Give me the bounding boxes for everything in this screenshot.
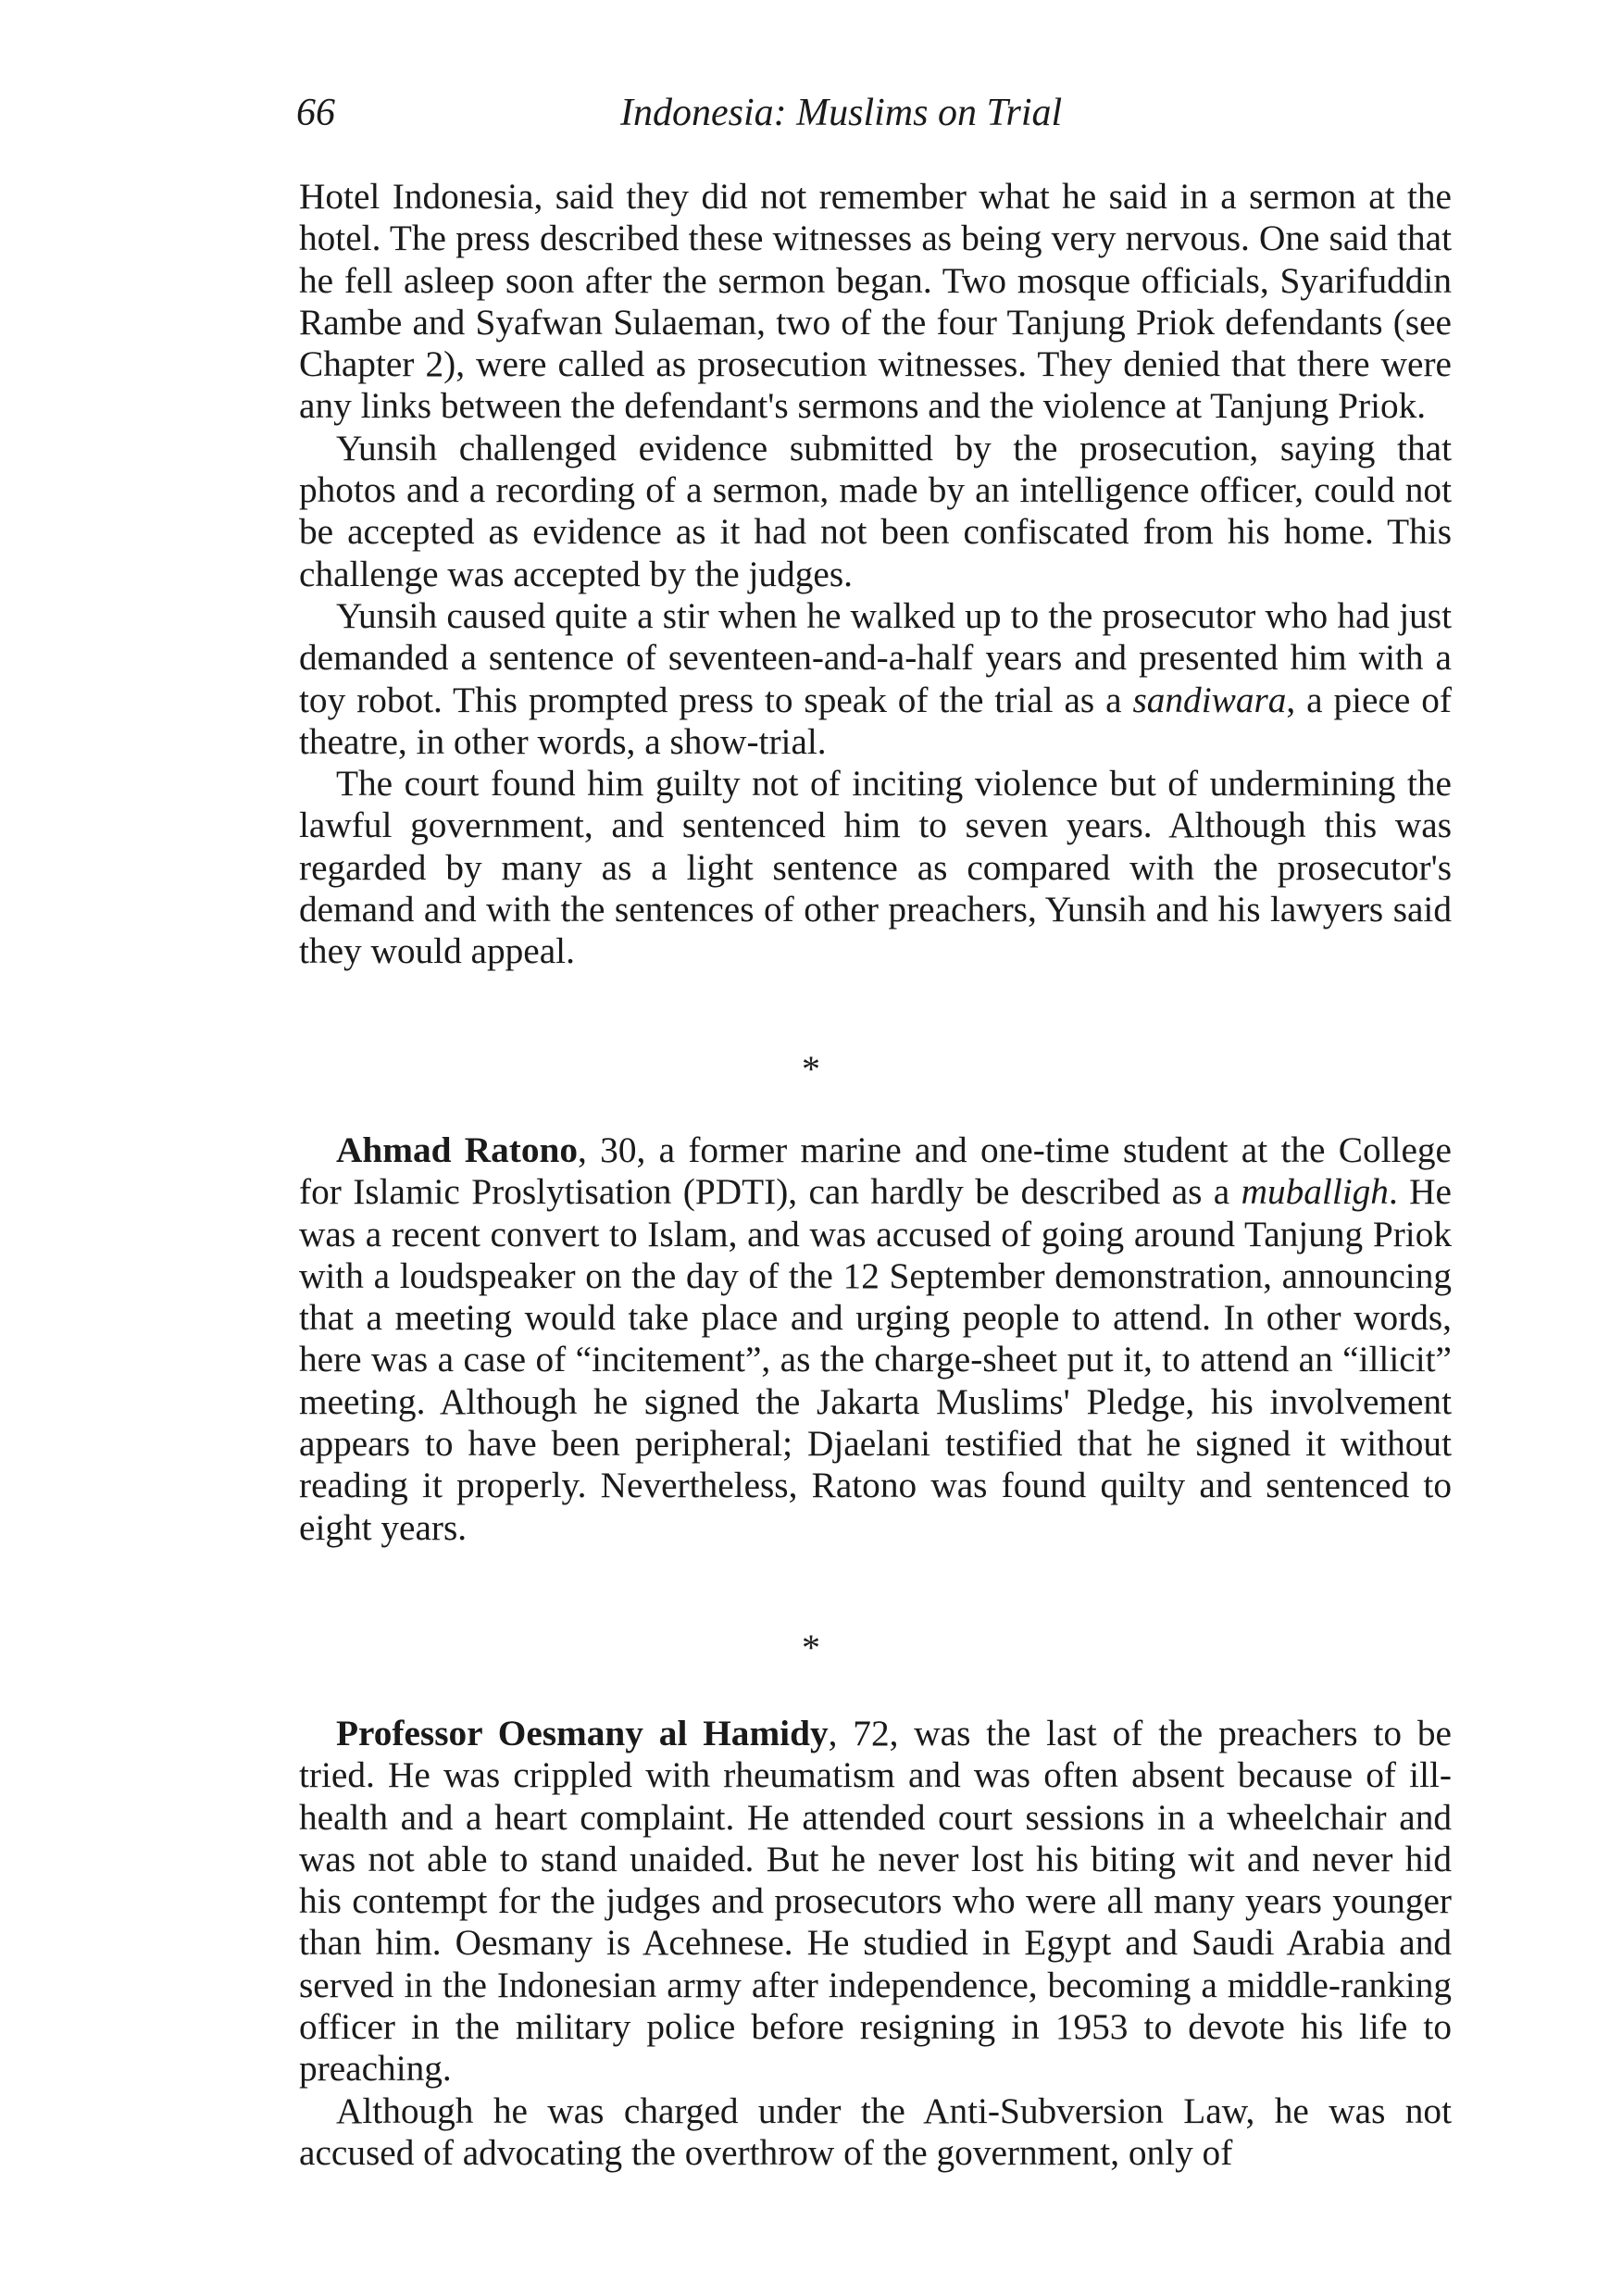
section-separator: * [802, 1627, 820, 1668]
paragraph: Although he was charged under the Anti-Subversion Law, he was not accused of advocating the overthrow of the government, only of [299, 2090, 1452, 2173]
paragraph-text: , 72, was the last of the preachers to be tried. He was crippled with rheumatism and was often absent because of ill-health and a heart complaint. He attended court sessions in a wheelchair and was not able to stand unaided. But he never lost his biting wit and never hid his contempt for the judges and prosecutors who were all many years younger than him. Oesmany is Acehnese. He studied in Egypt and Saudi Arabia and served in the Indonesian army after independence, becoming a middle-ranking officer in the military police before resigning in 1953 to devote his life to preaching. [299, 1713, 1452, 2090]
paragraph [299, 1129, 1452, 1549]
person-name: Professor Oesmany al Hamidy [336, 1713, 829, 1753]
paragraph [299, 595, 1452, 763]
section-yunsih [299, 176, 1452, 973]
running-header [296, 85, 1449, 141]
paragraph [299, 1713, 1452, 2090]
page-number: 66 [296, 92, 335, 134]
paragraph-text: Yunsih caused quite a stir when he walked up to the prosecutor who had just demanded a sentence of seventeen-and-a-half years and presented him with a toy robot. This prompted press to speak of the trial as a [299, 594, 1452, 720]
paragraph: Hotel Indonesia, said they did not remember what he said in a sermon at the hotel. The press described these witnesses as being very nervous. One said that he fell asleep soon after the sermon began. Two mosque officials, Syarifuddin Rambe and Syafwan Sulaeman, two of the four Tanjung Priok defendants (see Chapter 2), were called as prosecution witnesses. They denied that there were any links between the defendant's sermons and the violence at Tanjung Priok. [299, 176, 1452, 427]
paragraph-text: , 30, a former marine and one-time student at the College for Islamic Proslytisation (PDTI), can hardly be described as a [299, 1129, 1452, 1213]
paragraph-text: . He was a recent convert to Islam, and was accused of going around Tanjung Priok with a loudspeaker on the day of the 12 September demonstration, announcing that a meeting would take place and urging people to attend. In other words, here was a case of “incitement”, as the charge-sheet put it, to attend an “illicit” meeting. Although he signed the Jakarta Muslims' Pledge, his involvement appears to have been peripheral; Djaelani testified that he signed it without reading it properly. Nevertheless, Ratono was found quilty and sentenced to eight years. [299, 1171, 1452, 1548]
person-name: Ahmad Ratono [336, 1129, 579, 1170]
italic-term: muballigh [1241, 1171, 1389, 1213]
section-oesmany [299, 1713, 1452, 2174]
italic-term: sandiwara [1132, 679, 1287, 720]
paragraph-text: , a piece of theatre, in other words, a show-trial. [299, 679, 1452, 762]
section-ratono [299, 1129, 1452, 1549]
section-separator: * [802, 1048, 820, 1090]
paragraph: The court found him guilty not of inciting violence but of undermining the lawful government, and sentenced him to seven years. Although this was regarded by many as a light sentence as compared with the prosecutor's demand and with the sentences of other preachers, Yunsih and his lawyers said they would appeal. [299, 763, 1452, 972]
paragraph: Yunsih challenged evidence submitted by the prosecution, saying that photos and a recording of a sermon, made by an intelligence officer, could not be accepted as evidence as it had not been confiscated from his home. This challenge was accepted by the judges. [299, 427, 1452, 594]
running-title: Indonesia: Muslims on Trial [620, 92, 1063, 134]
